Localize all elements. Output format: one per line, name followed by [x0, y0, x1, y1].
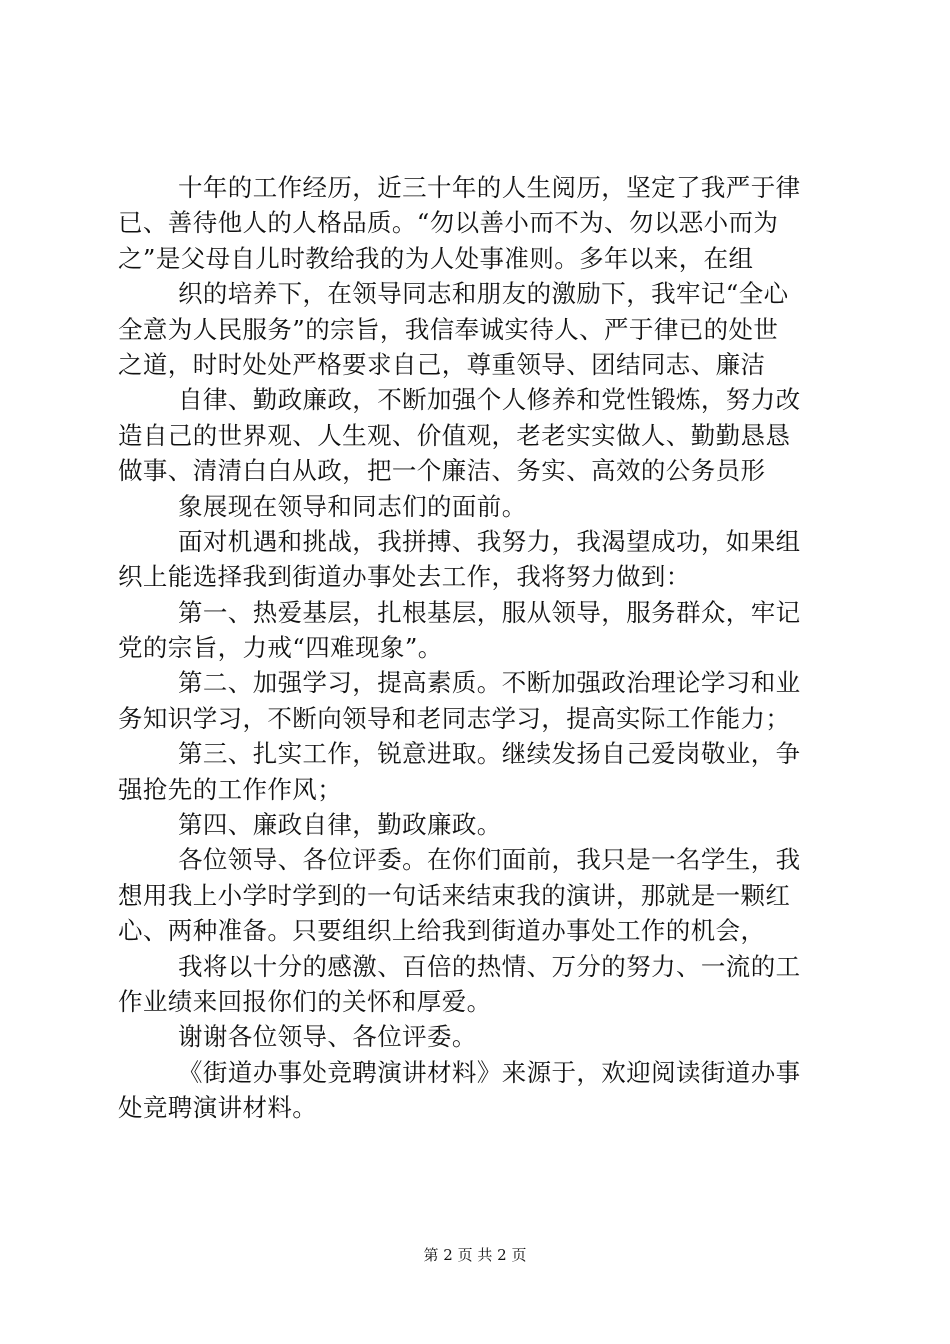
text-line: 织的培养下，在领导同志和朋友的激励下，我牢记“全心 — [178, 279, 789, 309]
text-line: 第三、扎实工作，锐意进取。继续发扬自己爱岗敬业，争 — [178, 739, 801, 769]
text-line: 之”是父母自儿时教给我的为人处事准则。多年以来，在组 — [118, 243, 754, 273]
text-line: 心、两种准备。只要组织上给我到街道办事处工作的机会， — [118, 916, 766, 946]
text-line: 织上能选择我到街道办事处去工作，我将努力做到： — [118, 562, 691, 592]
document-body — [118, 170, 838, 1126]
text-line: 作业绩来回报你们的关怀和厚爱。 — [118, 986, 492, 1016]
text-line: 全意为人民服务”的宗旨，我信奉诚实待人、严于律已的处世 — [118, 314, 779, 344]
text-line: 面对机遇和挑战，我拼搏、我努力，我渴望成功，如果组 — [178, 526, 801, 556]
text-line: 谢谢各位领导、各位评委。 — [178, 1022, 477, 1052]
text-line: 造自己的世界观、人生观、价值观，老老实实做人、勤勤恳恳 — [118, 420, 791, 450]
text-line: 做事、清清白白从政，把一个廉洁、务实、高效的公务员形 — [118, 456, 766, 486]
text-line: 自律、勤政廉政，不断加强个人修养和党性锻炼，努力改 — [178, 385, 801, 415]
text-line: 《街道办事处竞聘演讲材料》来源于，欢迎阅读街道办事 — [178, 1057, 801, 1087]
text-line: 已、善待他人的人格品质。“勿以善小而不为、勿以恶小而为 — [118, 208, 779, 238]
text-line: 十年的工作经历，近三十年的人生阅历，坚定了我严于律 — [178, 173, 801, 202]
text-line: 第二、加强学习，提高素质。不断加强政治理论学习和业 — [178, 668, 801, 698]
text-line: 之道，时时处处严格要求自己，尊重领导、团结同志、廉洁 — [118, 349, 766, 379]
text-line: 我将以十分的感激、百倍的热情、万分的努力、一流的工 — [178, 951, 801, 981]
text-line: 务知识学习，不断向领导和老同志学习，提高实际工作能力； — [118, 703, 791, 733]
text-line: 第四、廉政自律，勤政廉政。 — [178, 810, 502, 840]
text-line: 各位领导、各位评委。在你们面前，我只是一名学生，我 — [178, 845, 801, 875]
text-line: 处竞聘演讲材料。 — [118, 1093, 318, 1123]
page-number-footer: 第 2 页 共 2 页 — [423, 1246, 527, 1264]
text-line: 党的宗旨，力戒“四难现象”。 — [118, 633, 443, 663]
text-line: 想用我上小学时学到的一句话来结束我的演讲，那就是一颗红 — [118, 880, 791, 910]
text-line: 第一、热爱基层，扎根基层，服从领导，服务群众，牢记 — [178, 597, 801, 627]
text-line: 强抢先的工作作风； — [118, 774, 343, 804]
text-line: 象展现在领导和同志们的面前。 — [178, 491, 527, 521]
